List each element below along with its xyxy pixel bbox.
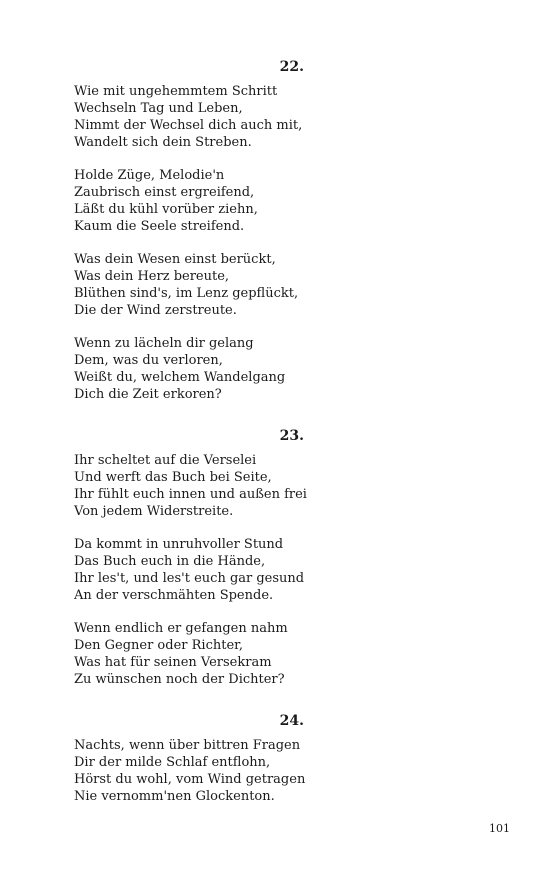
verse-line: Ihr fühlt euch innen und außen frei — [74, 486, 307, 502]
stanza — [74, 738, 304, 806]
verse-line: Holde Züge, Melodie'n — [74, 167, 225, 183]
stanza — [74, 168, 304, 236]
stanza — [74, 453, 307, 521]
poem-23 — [74, 427, 307, 688]
stanza — [74, 84, 304, 152]
verse-line: Weißt du, welchem Wandelgang — [74, 369, 286, 385]
verse-line: Da kommt in unruhvoller Stund — [74, 536, 284, 552]
verse-line: Nachts, wenn über bittren Fragen — [74, 738, 301, 753]
verse-line: Zu wünschen noch der Dichter? — [74, 671, 285, 687]
verse-line: Was dein Herz bereute, — [74, 268, 230, 284]
stanza — [74, 537, 304, 605]
poem-number: 24. — [279, 713, 304, 729]
verse-line: Ihr scheltet auf die Verselei — [74, 453, 257, 468]
verse-line: Das Buch euch in die Hände, — [74, 553, 266, 569]
verse-line: Blüthen sind's, im Lenz gepflückt, — [74, 285, 299, 301]
verse-line: Dir der milde Schlaf entflohn, — [74, 754, 271, 770]
stanza — [74, 621, 304, 689]
verse-line: Wenn endlich er gefangen nahm — [74, 620, 288, 636]
verse-line: Nimmt der Wechsel dich auch mit, — [74, 117, 303, 133]
verse-line: Ihr les't, und les't euch gar gesund — [74, 570, 305, 586]
verse-line: Wechseln Tag und Leben, — [74, 100, 243, 116]
verse-line: Den Gegner oder Richter, — [74, 637, 244, 653]
verse-line: An der verschmähten Spende. — [74, 587, 274, 603]
verse-line: Was dein Wesen einst berückt, — [74, 251, 276, 267]
verse-line: Die der Wind zerstreute. — [74, 302, 237, 318]
stanza — [74, 252, 304, 320]
verse-line: Was hat für seinen Versekram — [74, 654, 272, 670]
verse-line: Läßt du kühl vorüber ziehn, — [74, 201, 258, 217]
stanza — [74, 336, 304, 404]
poem-number: 23. — [279, 428, 304, 444]
verse-line: Hörst du wohl, vom Wind getragen — [74, 771, 306, 787]
poem-24 — [74, 712, 304, 806]
verse-line: Wenn zu lächeln dir gelang — [74, 335, 254, 351]
verse-line: Wie mit ungehemmtem Schritt — [74, 84, 278, 99]
verse-line: Dem, was du verloren, — [74, 352, 223, 368]
verse-line: Von jedem Widerstreite. — [74, 503, 234, 519]
verse-line: Kaum die Seele streifend. — [74, 218, 245, 234]
page-number: 101 — [489, 822, 510, 835]
poem-22 — [74, 58, 304, 403]
poem-number: 22. — [279, 59, 304, 75]
verse-line: Wandelt sich dein Streben. — [74, 134, 252, 150]
verse-line: Zaubrisch einst ergreifend, — [74, 184, 255, 200]
verse-line: Und werft das Buch bei Seite, — [74, 469, 272, 485]
verse-line: Dich die Zeit erkoren? — [74, 386, 222, 402]
verse-line: Nie vernomm'nen Glockenton. — [74, 788, 275, 804]
